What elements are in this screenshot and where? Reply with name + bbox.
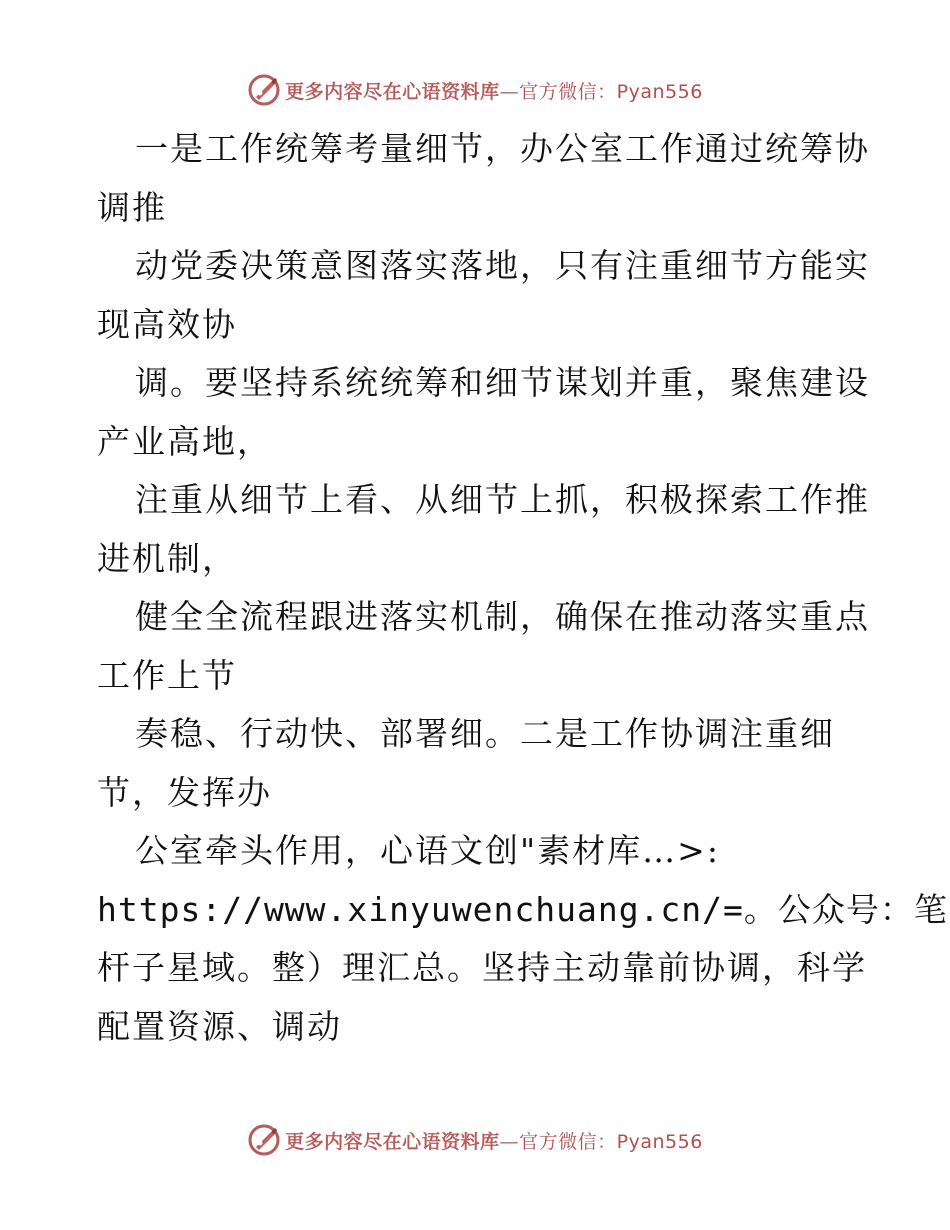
- footer-watermark: [0, 1120, 950, 1160]
- paragraph-line: 调推: [97, 187, 167, 227]
- brand-logo-icon: [247, 1123, 281, 1157]
- footer-separator: —: [499, 1130, 520, 1153]
- paragraph-line: 公室牵头作用，心语文创"素材库…>:: [135, 831, 720, 870]
- brand-logo-icon: [247, 73, 281, 107]
- header-wechat-text: 官方微信：Pyan556: [519, 80, 703, 103]
- paragraph-line: 杆子星域。整）理汇总。坚持主动靠前协调，科学: [97, 948, 867, 987]
- paragraph-line: 一是工作统筹考量细节，办公室工作通过统筹协: [135, 129, 870, 168]
- paragraph-line: 动党委决策意图落实落地，只有注重细节方能实: [135, 246, 870, 285]
- paragraph-line: 奏稳、行动快、部署细。二是工作协调注重细: [135, 714, 835, 753]
- paragraph-line: https://www.xinyuwenchuang.cn/=。公众号：笔: [97, 889, 948, 929]
- paragraph-line: 工作上节: [97, 655, 237, 695]
- paragraph-line: 配置资源、调动: [97, 1006, 342, 1046]
- paragraph-line: 节，发挥办: [97, 772, 272, 812]
- paragraph-line: 进机制，: [97, 538, 237, 578]
- header-separator: —: [499, 80, 520, 103]
- paragraph-line: 健全全流程跟进落实机制，确保在推动落实重点: [135, 597, 870, 636]
- footer-wechat-text: 官方微信：Pyan556: [519, 1130, 703, 1153]
- header-watermark: [0, 70, 950, 110]
- paragraph-line: 现高效协: [97, 304, 237, 344]
- paragraph-line: 注重从细节上看、从细节上抓，积极探索工作推: [135, 480, 870, 519]
- paragraph-line: 产业高地，: [97, 421, 272, 461]
- paragraph-line: 调。要坚持系统统筹和细节谋划并重，聚焦建设: [135, 363, 870, 402]
- header-brand-text: 更多内容尽在心语资料库: [285, 80, 500, 103]
- document-body: [97, 120, 948, 1056]
- footer-brand-text: 更多内容尽在心语资料库: [285, 1130, 500, 1153]
